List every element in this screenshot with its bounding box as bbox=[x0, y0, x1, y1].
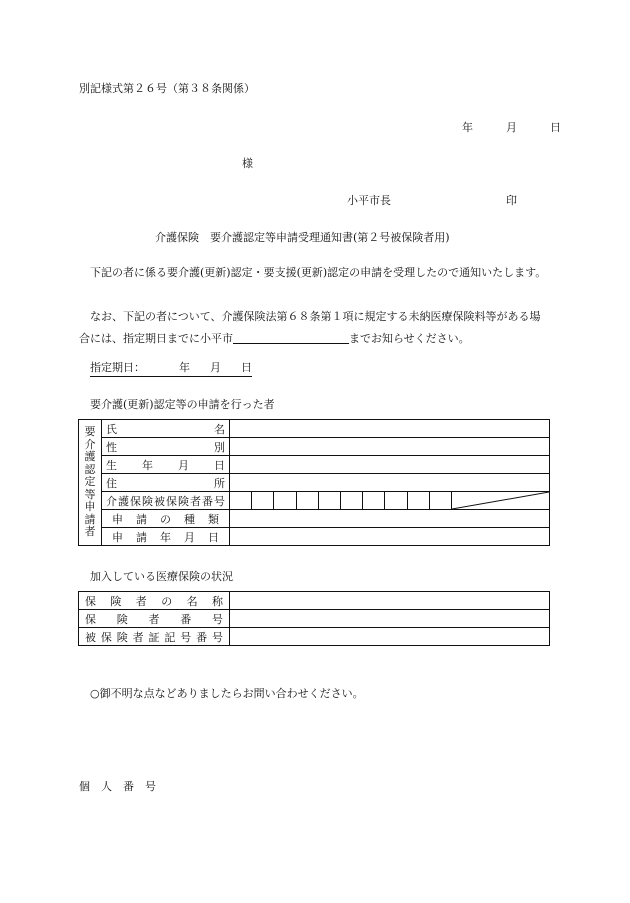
digit-box[interactable] bbox=[363, 492, 385, 509]
table-row bbox=[79, 438, 550, 456]
digit-box[interactable] bbox=[408, 492, 430, 509]
due-year: 年 bbox=[179, 361, 190, 374]
application-type-label: 申請の種類 bbox=[102, 510, 230, 528]
due-date-label: 指定期日： bbox=[90, 361, 145, 374]
side-label-char: 者 bbox=[84, 525, 96, 539]
sex-label: 性別 bbox=[102, 438, 230, 456]
insured-card-number-label: 被保険者証記号番号 bbox=[79, 628, 230, 646]
applicant-heading: 要介護(更新)認定等の申請を行った者 bbox=[90, 398, 275, 411]
seal-mark: 印 bbox=[506, 194, 517, 207]
side-label-char: 護 bbox=[84, 450, 96, 464]
due-day: 日 bbox=[241, 361, 252, 374]
due-date bbox=[90, 362, 252, 373]
insurer-number-field[interactable] bbox=[230, 610, 550, 628]
digit-box[interactable] bbox=[230, 492, 252, 509]
form-number: 別記様式第２６号（第３８条関係） bbox=[79, 82, 255, 95]
sex-field[interactable] bbox=[230, 438, 550, 456]
address-field[interactable] bbox=[230, 474, 550, 492]
issue-date bbox=[462, 122, 561, 133]
date-year: 年 bbox=[462, 121, 473, 134]
digit-box[interactable] bbox=[430, 492, 452, 509]
paragraph-2-text-end: までお知らせください。 bbox=[349, 332, 470, 345]
digit-box[interactable] bbox=[274, 492, 296, 509]
insurance-heading: 加入している医療保険の状況 bbox=[90, 570, 233, 583]
application-date-label: 申請年月日 bbox=[102, 528, 230, 546]
table-row bbox=[79, 592, 550, 610]
addressee-suffix: 様 bbox=[242, 157, 253, 170]
contact-blank-line bbox=[233, 331, 349, 344]
due-date-underline bbox=[90, 361, 252, 377]
unused-cell-diagonal bbox=[452, 492, 549, 509]
paragraph-2-text: なお、下記の者について、介護保険法第６８条第１項に規定する未納医療保険料等がある場合には、指定期日までに小平市 bbox=[79, 310, 541, 345]
insurer-name-field[interactable] bbox=[230, 592, 550, 610]
digit-box[interactable] bbox=[297, 492, 319, 509]
personal-number-label: 個 人 番 号 bbox=[79, 780, 156, 793]
side-label-char: 請 bbox=[84, 512, 96, 526]
digit-box[interactable] bbox=[341, 492, 363, 509]
date-month: 月 bbox=[506, 121, 517, 134]
insured-card-number-field[interactable] bbox=[230, 628, 550, 646]
body-paragraph-1: 下記の者に係る要介護(更新)認定・要支援(更新)認定の申請を受理したので通知いたします。 bbox=[90, 266, 547, 279]
birthdate-field[interactable] bbox=[230, 456, 550, 474]
table-row bbox=[79, 528, 550, 546]
digit-box[interactable] bbox=[319, 492, 341, 509]
side-label-char: 等 bbox=[84, 487, 96, 501]
applicant-side-label bbox=[79, 420, 102, 546]
side-label-char: 認 bbox=[84, 462, 96, 476]
application-type-field[interactable] bbox=[230, 510, 550, 528]
table-row bbox=[79, 492, 550, 510]
birthdate-label: 生年月日 bbox=[102, 456, 230, 474]
body-paragraph-2 bbox=[79, 306, 549, 350]
insured-number-label: 介護保険被保険者番号 bbox=[102, 492, 230, 510]
table-row bbox=[79, 628, 550, 646]
table-row bbox=[79, 610, 550, 628]
side-label-char: 定 bbox=[84, 475, 96, 489]
inquiry-notice: ○御不明な点などありましたらお問い合わせください。 bbox=[90, 687, 364, 700]
insurer-number-label: 保険者番号 bbox=[79, 610, 230, 628]
digit-box[interactable] bbox=[385, 492, 407, 509]
insured-number-field[interactable] bbox=[230, 492, 550, 510]
date-day: 日 bbox=[550, 121, 561, 134]
insurer-name-label: 保険者の名称 bbox=[79, 592, 230, 610]
table-row bbox=[79, 456, 550, 474]
application-date-field[interactable] bbox=[230, 528, 550, 546]
table-row bbox=[79, 510, 550, 528]
insurance-table bbox=[78, 591, 550, 646]
table-row bbox=[79, 420, 550, 438]
name-label: 氏名 bbox=[102, 420, 230, 438]
due-month: 月 bbox=[210, 361, 221, 374]
table-row bbox=[79, 474, 550, 492]
applicant-table bbox=[78, 419, 550, 546]
name-field[interactable] bbox=[230, 420, 550, 438]
document-title: 介護保険 要介護認定等申請受理通知書(第２号被保険者用) bbox=[155, 231, 450, 244]
address-label: 住所 bbox=[102, 474, 230, 492]
side-label-char: 要 bbox=[84, 425, 96, 439]
side-label-char: 申 bbox=[84, 500, 96, 514]
digit-box[interactable] bbox=[252, 492, 274, 509]
issuer-name: 小平市長 bbox=[347, 194, 391, 207]
side-label-char: 介 bbox=[84, 437, 96, 451]
